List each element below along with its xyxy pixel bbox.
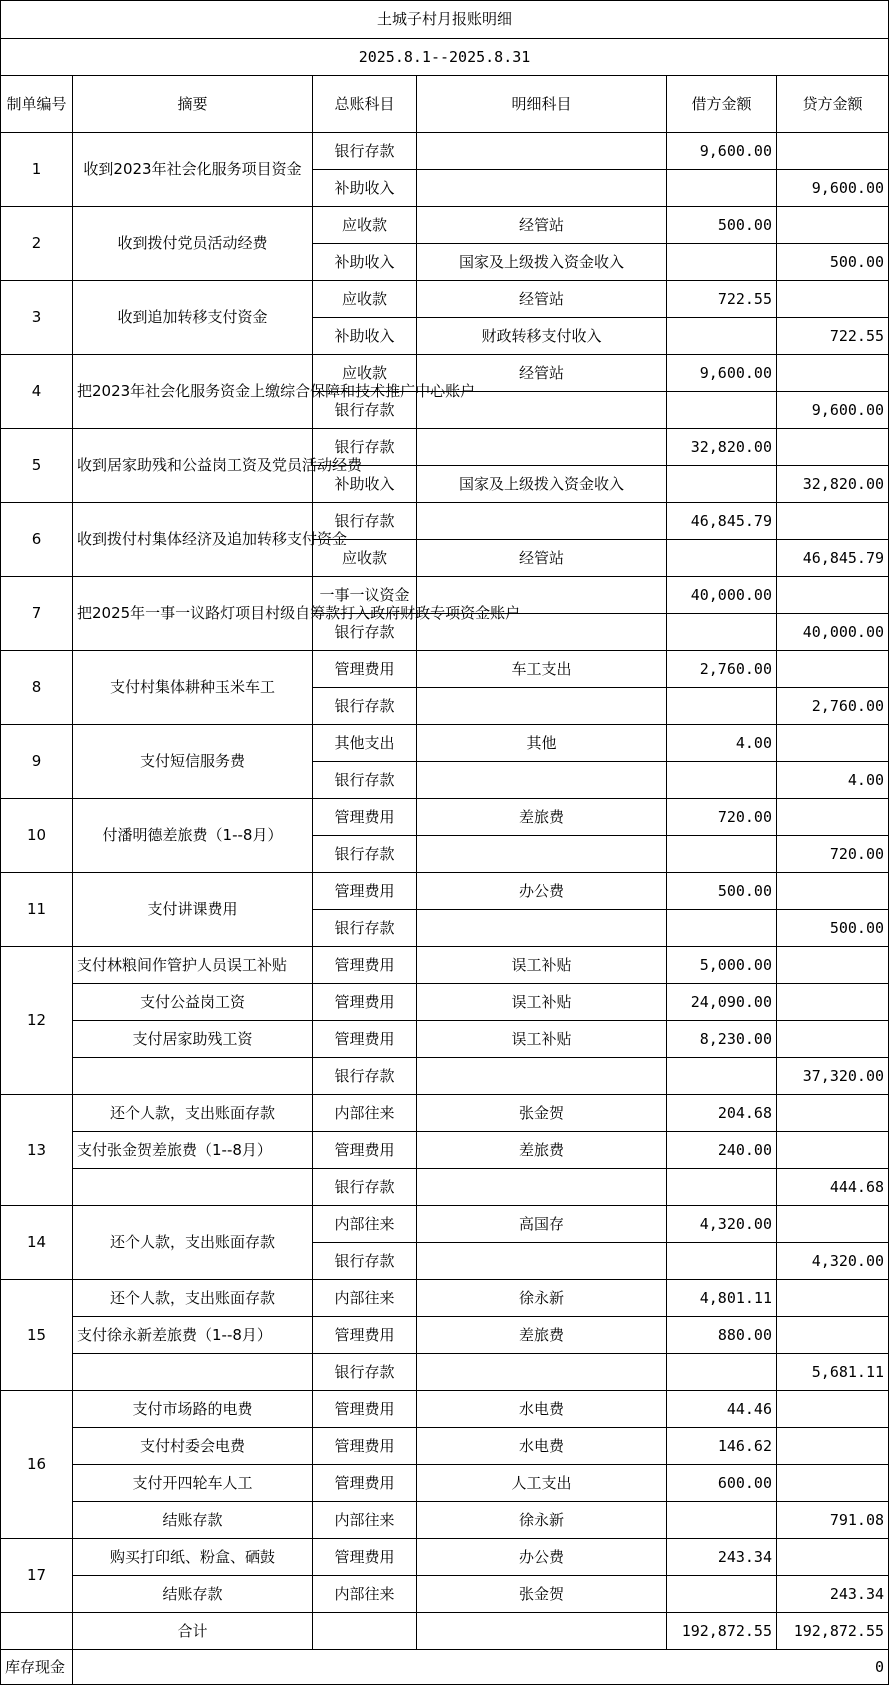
general-account: 补助收入 bbox=[313, 466, 417, 503]
sheet-title: 土城子村月报账明细 bbox=[1, 1, 889, 39]
credit-amount: 791.08 bbox=[777, 1502, 889, 1539]
debit-amount: 8,230.00 bbox=[667, 1021, 777, 1058]
entry-line bbox=[1, 947, 889, 984]
detail-account bbox=[417, 1354, 667, 1391]
ledger-body bbox=[1, 1, 889, 1685]
entry-line bbox=[1, 429, 889, 466]
general-account: 银行存款 bbox=[313, 910, 417, 947]
line-summary: 支付居家助残工资 bbox=[73, 1021, 313, 1058]
general-account: 管理费用 bbox=[313, 984, 417, 1021]
entry-line bbox=[1, 1132, 889, 1169]
entry-summary: 把2023年社会化服务资金上缴综合保障和技术推广中心账户 bbox=[73, 355, 313, 429]
debit-amount: 204.68 bbox=[667, 1095, 777, 1132]
detail-account bbox=[417, 688, 667, 725]
debit-amount bbox=[667, 910, 777, 947]
credit-amount bbox=[777, 1095, 889, 1132]
entry-line bbox=[1, 503, 889, 540]
entry-no: 17 bbox=[1, 1539, 73, 1613]
credit-amount: 444.68 bbox=[777, 1169, 889, 1206]
detail-account: 国家及上级拨入资金收入 bbox=[417, 244, 667, 281]
entry-no: 13 bbox=[1, 1095, 73, 1206]
debit-amount bbox=[667, 688, 777, 725]
general-account: 应收款 bbox=[313, 540, 417, 577]
debit-amount bbox=[667, 836, 777, 873]
detail-account bbox=[417, 1058, 667, 1095]
entry-line bbox=[1, 651, 889, 688]
debit-amount bbox=[667, 392, 777, 429]
line-summary bbox=[73, 1058, 313, 1095]
debit-amount: 243.34 bbox=[667, 1539, 777, 1576]
detail-account: 财政转移支付收入 bbox=[417, 318, 667, 355]
entry-no: 2 bbox=[1, 207, 73, 281]
line-summary: 购买打印纸、粉盒、硒鼓 bbox=[73, 1539, 313, 1576]
general-account: 内部往来 bbox=[313, 1095, 417, 1132]
entry-line bbox=[1, 1317, 889, 1354]
detail-account: 差旅费 bbox=[417, 799, 667, 836]
general-account: 银行存款 bbox=[313, 503, 417, 540]
general-account: 补助收入 bbox=[313, 244, 417, 281]
entry-no: 10 bbox=[1, 799, 73, 873]
debit-amount: 9,600.00 bbox=[667, 355, 777, 392]
debit-amount: 500.00 bbox=[667, 873, 777, 910]
total-blank bbox=[313, 1613, 417, 1650]
detail-account bbox=[417, 836, 667, 873]
entry-line bbox=[1, 1354, 889, 1391]
detail-account: 经管站 bbox=[417, 540, 667, 577]
credit-amount bbox=[777, 1428, 889, 1465]
entry-line bbox=[1, 984, 889, 1021]
credit-amount bbox=[777, 281, 889, 318]
detail-account: 经管站 bbox=[417, 281, 667, 318]
general-account: 补助收入 bbox=[313, 318, 417, 355]
general-account: 银行存款 bbox=[313, 1354, 417, 1391]
line-summary: 支付徐永新差旅费（1--8月） bbox=[73, 1317, 313, 1354]
header-general-account: 总账科目 bbox=[313, 76, 417, 133]
debit-amount: 4,320.00 bbox=[667, 1206, 777, 1243]
general-account: 内部往来 bbox=[313, 1206, 417, 1243]
entry-summary: 收到2023年社会化服务项目资金 bbox=[73, 133, 313, 207]
detail-account bbox=[417, 133, 667, 170]
detail-account: 差旅费 bbox=[417, 1317, 667, 1354]
entry-line bbox=[1, 1391, 889, 1428]
general-account: 银行存款 bbox=[313, 1058, 417, 1095]
debit-amount: 4.00 bbox=[667, 725, 777, 762]
credit-amount: 32,820.00 bbox=[777, 466, 889, 503]
general-account: 内部往来 bbox=[313, 1502, 417, 1539]
entry-no: 12 bbox=[1, 947, 73, 1095]
total-blank bbox=[417, 1613, 667, 1650]
detail-account bbox=[417, 910, 667, 947]
credit-amount: 4.00 bbox=[777, 762, 889, 799]
cash-label: 库存现金 bbox=[1, 1650, 73, 1685]
general-account: 银行存款 bbox=[313, 836, 417, 873]
entry-line bbox=[1, 1465, 889, 1502]
general-account: 一事一议资金 bbox=[313, 577, 417, 614]
debit-amount bbox=[667, 1169, 777, 1206]
detail-account: 办公费 bbox=[417, 1539, 667, 1576]
credit-amount bbox=[777, 355, 889, 392]
entry-line bbox=[1, 207, 889, 244]
general-account: 管理费用 bbox=[313, 799, 417, 836]
entry-line bbox=[1, 281, 889, 318]
debit-amount bbox=[667, 1243, 777, 1280]
debit-amount: 146.62 bbox=[667, 1428, 777, 1465]
credit-amount bbox=[777, 947, 889, 984]
line-summary: 还个人款，支出账面存款 bbox=[73, 1095, 313, 1132]
debit-amount: 720.00 bbox=[667, 799, 777, 836]
debit-amount: 880.00 bbox=[667, 1317, 777, 1354]
debit-amount: 5,000.00 bbox=[667, 947, 777, 984]
credit-amount bbox=[777, 651, 889, 688]
entry-no: 1 bbox=[1, 133, 73, 207]
line-summary: 支付开四轮车人工 bbox=[73, 1465, 313, 1502]
debit-amount: 40,000.00 bbox=[667, 577, 777, 614]
detail-account: 张金贺 bbox=[417, 1095, 667, 1132]
general-account: 管理费用 bbox=[313, 651, 417, 688]
debit-amount bbox=[667, 762, 777, 799]
total-blank bbox=[1, 1613, 73, 1650]
detail-account bbox=[417, 762, 667, 799]
credit-amount bbox=[777, 1206, 889, 1243]
credit-amount bbox=[777, 133, 889, 170]
credit-amount: 5,681.11 bbox=[777, 1354, 889, 1391]
entry-summary: 收到居家助残和公益岗工资及党员活动经费 bbox=[73, 429, 313, 503]
entry-summary: 付潘明德差旅费（1--8月） bbox=[73, 799, 313, 873]
credit-amount bbox=[777, 725, 889, 762]
debit-amount: 240.00 bbox=[667, 1132, 777, 1169]
entry-line bbox=[1, 1058, 889, 1095]
credit-amount bbox=[777, 503, 889, 540]
credit-amount: 2,760.00 bbox=[777, 688, 889, 725]
detail-account: 高国存 bbox=[417, 1206, 667, 1243]
line-summary: 结账存款 bbox=[73, 1502, 313, 1539]
entry-no: 15 bbox=[1, 1280, 73, 1391]
detail-account: 经管站 bbox=[417, 207, 667, 244]
general-account: 银行存款 bbox=[313, 1243, 417, 1280]
debit-amount: 44.46 bbox=[667, 1391, 777, 1428]
debit-amount bbox=[667, 1058, 777, 1095]
total-credit: 192,872.55 bbox=[777, 1613, 889, 1650]
debit-amount bbox=[667, 318, 777, 355]
entry-line bbox=[1, 1169, 889, 1206]
header-no: 制单编号 bbox=[1, 76, 73, 133]
credit-amount bbox=[777, 1465, 889, 1502]
general-account: 管理费用 bbox=[313, 1132, 417, 1169]
line-summary: 支付市场路的电费 bbox=[73, 1391, 313, 1428]
credit-amount bbox=[777, 429, 889, 466]
detail-account bbox=[417, 170, 667, 207]
credit-amount: 9,600.00 bbox=[777, 392, 889, 429]
entry-line bbox=[1, 725, 889, 762]
entry-no: 16 bbox=[1, 1391, 73, 1539]
debit-amount: 722.55 bbox=[667, 281, 777, 318]
detail-account: 张金贺 bbox=[417, 1576, 667, 1613]
credit-amount bbox=[777, 984, 889, 1021]
detail-account: 人工支出 bbox=[417, 1465, 667, 1502]
entry-summary: 收到拨付村集体经济及追加转移支付资金 bbox=[73, 503, 313, 577]
entry-no: 14 bbox=[1, 1206, 73, 1280]
credit-amount: 46,845.79 bbox=[777, 540, 889, 577]
credit-amount: 243.34 bbox=[777, 1576, 889, 1613]
entry-line bbox=[1, 577, 889, 614]
debit-amount bbox=[667, 1576, 777, 1613]
detail-account: 国家及上级拨入资金收入 bbox=[417, 466, 667, 503]
general-account: 应收款 bbox=[313, 355, 417, 392]
entry-line bbox=[1, 1576, 889, 1613]
detail-account bbox=[417, 503, 667, 540]
period-row bbox=[1, 39, 889, 76]
title-row bbox=[1, 1, 889, 39]
debit-amount bbox=[667, 1502, 777, 1539]
credit-amount bbox=[777, 1391, 889, 1428]
general-account: 管理费用 bbox=[313, 1021, 417, 1058]
entry-no: 8 bbox=[1, 651, 73, 725]
detail-account: 误工补贴 bbox=[417, 984, 667, 1021]
debit-amount: 600.00 bbox=[667, 1465, 777, 1502]
general-account: 管理费用 bbox=[313, 1317, 417, 1354]
general-account: 应收款 bbox=[313, 207, 417, 244]
entry-summary: 收到拨付党员活动经费 bbox=[73, 207, 313, 281]
header-credit: 贷方金额 bbox=[777, 76, 889, 133]
detail-account: 经管站 bbox=[417, 355, 667, 392]
credit-amount bbox=[777, 1021, 889, 1058]
entry-summary: 收到追加转移支付资金 bbox=[73, 281, 313, 355]
total-label: 合计 bbox=[73, 1613, 313, 1650]
entry-line bbox=[1, 1021, 889, 1058]
general-account: 补助收入 bbox=[313, 170, 417, 207]
debit-amount bbox=[667, 466, 777, 503]
detail-account bbox=[417, 1243, 667, 1280]
detail-account: 其他 bbox=[417, 725, 667, 762]
line-summary: 支付公益岗工资 bbox=[73, 984, 313, 1021]
detail-account: 徐永新 bbox=[417, 1502, 667, 1539]
entry-no: 5 bbox=[1, 429, 73, 503]
entry-line bbox=[1, 1206, 889, 1243]
entry-line bbox=[1, 1095, 889, 1132]
general-account: 银行存款 bbox=[313, 688, 417, 725]
credit-amount bbox=[777, 1539, 889, 1576]
debit-amount bbox=[667, 1354, 777, 1391]
entry-summary: 把2025年一事一议路灯项目村级自筹款打入政府财政专项资金账户 bbox=[73, 577, 313, 651]
line-summary: 支付村委会电费 bbox=[73, 1428, 313, 1465]
entry-no: 9 bbox=[1, 725, 73, 799]
debit-amount bbox=[667, 540, 777, 577]
general-account: 管理费用 bbox=[313, 1465, 417, 1502]
debit-amount: 24,090.00 bbox=[667, 984, 777, 1021]
entry-no: 4 bbox=[1, 355, 73, 429]
header-summary: 摘要 bbox=[73, 76, 313, 133]
general-account: 管理费用 bbox=[313, 873, 417, 910]
line-summary bbox=[73, 1354, 313, 1391]
entry-summary: 支付短信服务费 bbox=[73, 725, 313, 799]
credit-amount bbox=[777, 873, 889, 910]
entry-no: 7 bbox=[1, 577, 73, 651]
header-debit: 借方金额 bbox=[667, 76, 777, 133]
detail-account: 误工补贴 bbox=[417, 1021, 667, 1058]
general-account: 内部往来 bbox=[313, 1576, 417, 1613]
debit-amount bbox=[667, 244, 777, 281]
general-account: 其他支出 bbox=[313, 725, 417, 762]
entry-line bbox=[1, 1539, 889, 1576]
entry-line bbox=[1, 133, 889, 170]
credit-amount: 40,000.00 bbox=[777, 614, 889, 651]
general-account: 管理费用 bbox=[313, 1539, 417, 1576]
line-summary: 还个人款，支出账面存款 bbox=[73, 1280, 313, 1317]
debit-amount: 2,760.00 bbox=[667, 651, 777, 688]
period-range: 2025.8.1--2025.8.31 bbox=[1, 39, 889, 76]
credit-amount: 4,320.00 bbox=[777, 1243, 889, 1280]
general-account: 银行存款 bbox=[313, 762, 417, 799]
general-account: 银行存款 bbox=[313, 429, 417, 466]
line-summary: 结账存款 bbox=[73, 1576, 313, 1613]
general-account: 内部往来 bbox=[313, 1280, 417, 1317]
general-account: 管理费用 bbox=[313, 947, 417, 984]
general-account: 银行存款 bbox=[313, 614, 417, 651]
credit-amount bbox=[777, 1280, 889, 1317]
general-account: 管理费用 bbox=[313, 1428, 417, 1465]
detail-account bbox=[417, 1169, 667, 1206]
detail-account: 水电费 bbox=[417, 1391, 667, 1428]
detail-account bbox=[417, 429, 667, 466]
line-summary: 支付张金贺差旅费（1--8月） bbox=[73, 1132, 313, 1169]
detail-account: 办公费 bbox=[417, 873, 667, 910]
debit-amount bbox=[667, 170, 777, 207]
header-row bbox=[1, 76, 889, 133]
credit-amount bbox=[777, 799, 889, 836]
entry-line bbox=[1, 1280, 889, 1317]
line-summary bbox=[73, 1169, 313, 1206]
general-account: 管理费用 bbox=[313, 1391, 417, 1428]
cash-row bbox=[1, 1650, 889, 1685]
debit-amount: 32,820.00 bbox=[667, 429, 777, 466]
entry-line bbox=[1, 873, 889, 910]
entry-no: 11 bbox=[1, 873, 73, 947]
detail-account: 车工支出 bbox=[417, 651, 667, 688]
entry-line bbox=[1, 1428, 889, 1465]
debit-amount: 9,600.00 bbox=[667, 133, 777, 170]
credit-amount: 9,600.00 bbox=[777, 170, 889, 207]
entry-summary: 支付村集体耕种玉米车工 bbox=[73, 651, 313, 725]
debit-amount: 46,845.79 bbox=[667, 503, 777, 540]
general-account: 银行存款 bbox=[313, 133, 417, 170]
detail-account: 水电费 bbox=[417, 1428, 667, 1465]
general-account: 银行存款 bbox=[313, 1169, 417, 1206]
detail-account: 差旅费 bbox=[417, 1132, 667, 1169]
debit-amount: 4,801.11 bbox=[667, 1280, 777, 1317]
entry-summary: 还个人款，支出账面存款 bbox=[73, 1206, 313, 1280]
entry-no: 6 bbox=[1, 503, 73, 577]
credit-amount: 500.00 bbox=[777, 244, 889, 281]
entry-line bbox=[1, 355, 889, 392]
credit-amount bbox=[777, 207, 889, 244]
credit-amount: 37,320.00 bbox=[777, 1058, 889, 1095]
credit-amount bbox=[777, 1132, 889, 1169]
credit-amount bbox=[777, 1317, 889, 1354]
debit-amount: 500.00 bbox=[667, 207, 777, 244]
credit-amount bbox=[777, 577, 889, 614]
credit-amount: 720.00 bbox=[777, 836, 889, 873]
entry-line bbox=[1, 1502, 889, 1539]
line-summary: 支付林粮间作管护人员误工补贴 bbox=[73, 947, 313, 984]
entry-line bbox=[1, 799, 889, 836]
credit-amount: 500.00 bbox=[777, 910, 889, 947]
total-row bbox=[1, 1613, 889, 1650]
debit-amount bbox=[667, 614, 777, 651]
credit-amount: 722.55 bbox=[777, 318, 889, 355]
total-debit: 192,872.55 bbox=[667, 1613, 777, 1650]
general-account: 应收款 bbox=[313, 281, 417, 318]
entry-no: 3 bbox=[1, 281, 73, 355]
cash-value: 0 bbox=[73, 1650, 889, 1685]
header-detail-account: 明细科目 bbox=[417, 76, 667, 133]
detail-account: 徐永新 bbox=[417, 1280, 667, 1317]
entry-summary: 支付讲课费用 bbox=[73, 873, 313, 947]
detail-account: 误工补贴 bbox=[417, 947, 667, 984]
general-account: 银行存款 bbox=[313, 392, 417, 429]
